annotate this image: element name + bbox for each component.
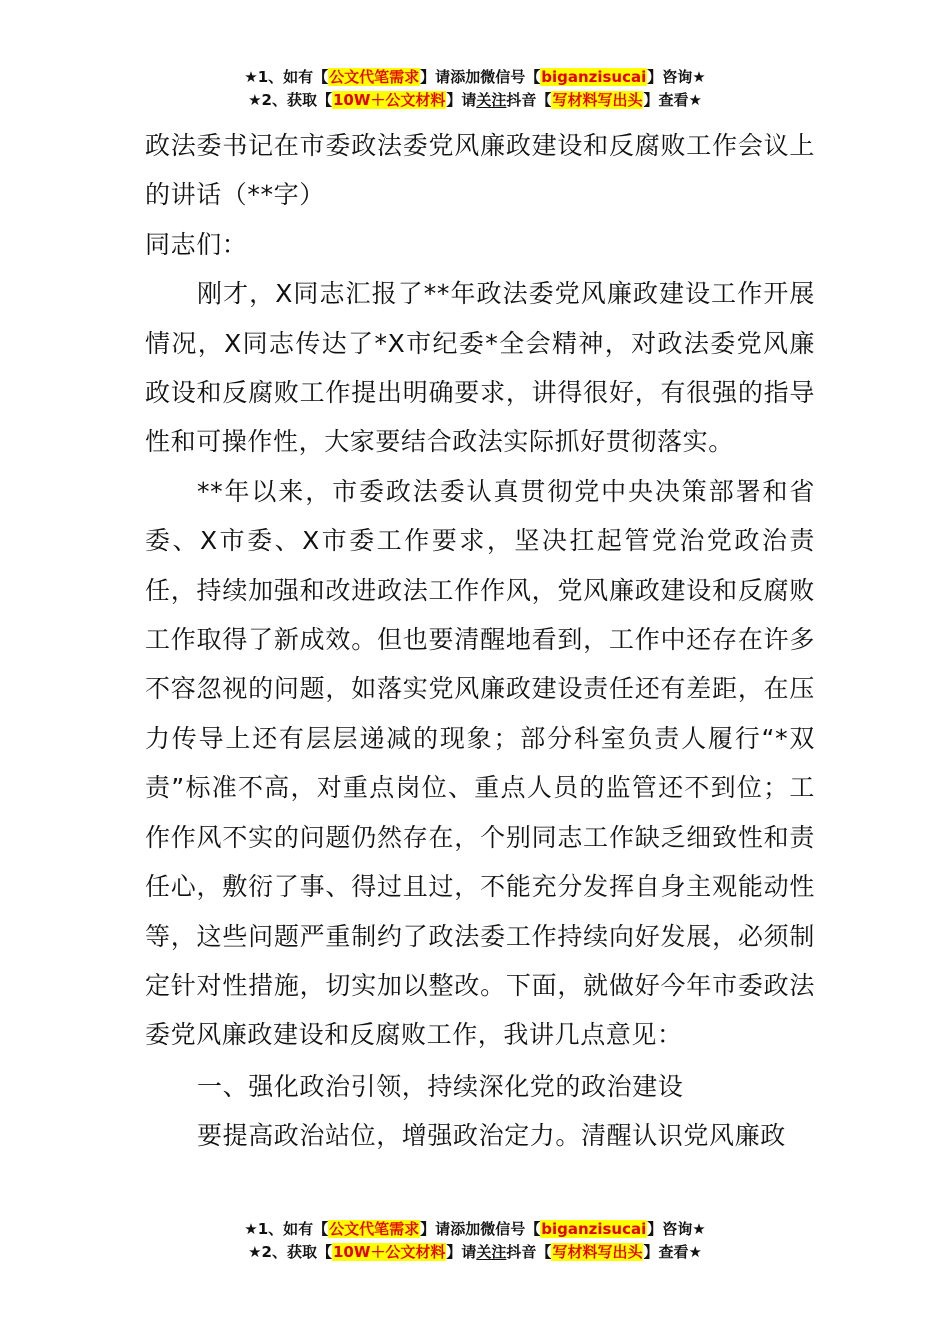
banner-text: 微信号【 [480, 68, 541, 86]
banner-text: 】请 [420, 68, 451, 86]
banner-text: 】咨询★ [647, 1220, 706, 1238]
banner-text: 抖音【 [506, 91, 552, 109]
paragraph-1: 刚才，X同志汇报了**年政法委党风廉政建设工作开展情况，X同志传达了*X市纪委*全会精神，对政法委党风廉政设和反腐败工作提出明确要求，讲得很好，有很强的指导性和可操作性，大家要结合政法实际抓好贯彻落实。 [145, 279, 815, 457]
star-icon: ★ [248, 1243, 262, 1261]
highlight-douyin-account: 写材料写出头 [552, 91, 643, 109]
banner-text: 2、获取【 [261, 1243, 332, 1261]
banner-line-2 [0, 89, 950, 112]
section-heading-1: 一、强化政治引领，持续深化党的政治建设 [197, 1071, 684, 1101]
highlight-service: 公文代笔需求 [329, 1220, 420, 1238]
banner-text: 】请 [446, 1243, 477, 1261]
banner-text: 1、如有【 [257, 1220, 329, 1238]
banner-emphasis: 添加 [450, 68, 481, 86]
banner-emphasis: 关注 [476, 1243, 507, 1261]
highlight-materials: 10W＋公文材料 [332, 1243, 446, 1261]
banner-text: 2、获取【 [261, 91, 332, 109]
banner-text: 1、如有【 [257, 68, 329, 86]
document-title: 政法委书记在市委政法委党风廉政建设和反腐败工作会议上的讲话（**字） [145, 131, 815, 210]
banner-text: 】咨询★ [647, 68, 706, 86]
banner-text: 】请 [446, 91, 477, 109]
highlight-wechat-id: biganzisucai [541, 68, 647, 86]
paragraph-2: **年以来，市委政法委认真贯彻党中央决策部署和省委、X市委、X市委工作要求，坚决扛起管党治党政治责任，持续加强和改进政法工作作风，党风廉政建设和反腐败工作取得了新成效。但也要清醒地看到，工作中还存在许多不容忽视的问题，如落实党风廉政建设责任还有差距，在压力传导上还有层层递减的现象；部分科室负责人履行“*双责”标准不高，对重点岗位、重点人员的监管还不到位；工作作风不实的问题仍然存在，个别同志工作缺乏细致性和责任心，敷衍了事、得过且过，不能充分发挥自身主观能动性等，这些问题严重制约了政法委工作持续向好发展，必须制定针对性措施，切实加以整改。下面，就做好今年市委政法委党风廉政建设和反腐败工作，我讲几点意见： [145, 476, 815, 1050]
banner-text: 微信号【 [480, 1220, 541, 1238]
banner-line-2 [0, 1241, 950, 1264]
document-body [145, 121, 815, 1161]
highlight-materials: 10W＋公文材料 [332, 91, 446, 109]
salutation: 同志们： [145, 229, 248, 259]
highlight-wechat-id: biganzisucai [541, 1220, 647, 1238]
star-icon: ★ [244, 68, 258, 86]
star-icon: ★ [248, 91, 262, 109]
top-banner [0, 66, 950, 112]
highlight-douyin-account: 写材料写出头 [552, 1243, 643, 1261]
banner-text: 】查看★ [643, 1243, 702, 1261]
banner-text: 抖音【 [506, 1243, 552, 1261]
banner-line-1 [0, 1218, 950, 1241]
section-paragraph-1: 要提高政治站位，增强政治定力。清醒认识党风廉政 [197, 1121, 786, 1151]
banner-emphasis: 添加 [450, 1220, 481, 1238]
banner-text: 】请 [420, 1220, 451, 1238]
banner-text: 】查看★ [643, 91, 702, 109]
highlight-service: 公文代笔需求 [329, 68, 420, 86]
banner-emphasis: 关注 [476, 91, 507, 109]
banner-line-1 [0, 66, 950, 89]
bottom-banner [0, 1218, 950, 1264]
star-icon: ★ [244, 1220, 258, 1238]
